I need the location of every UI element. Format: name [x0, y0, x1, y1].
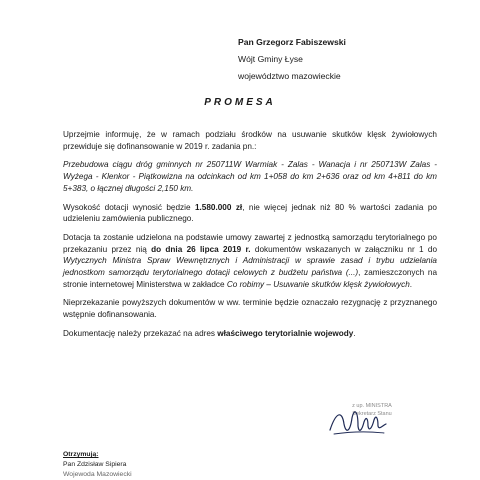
recipient-position: Wójt Gminy Łyse — [238, 54, 303, 64]
recipient-block — [238, 34, 346, 85]
paragraph-amount — [63, 202, 437, 225]
paragraph-conditions — [63, 232, 437, 291]
paragraph-resignation: Nieprzekazanie powyższych dokumentów w ww. terminie będzie oznaczało rezygnację z przyznanego wstępnie dofinansowania. — [63, 298, 437, 320]
website-tab-name: Co robimy – Usuwanie skutków klęsk żywiołowych — [226, 279, 410, 289]
address-text-start: Dokumentację należy przekazać na adres — [63, 328, 218, 338]
grant-amount: 1.580.000 zł — [194, 202, 243, 212]
recipient-name: Pan Grzegorz Fabiszewski — [238, 37, 346, 47]
recipient-copy-1: Pan Zdzisław Sipiera — [63, 461, 127, 468]
paragraph-intro: Uprzejmie informuję, że w ramach podziału środków na usuwanie skutków klęsk żywiołowych przewiduje się dofinansowanie w 2019 r. zadania pn.: — [63, 130, 437, 151]
conditions-text-2: dokumentów wskazanych w załączniku nr 1 do — [250, 244, 437, 254]
guidelines-title: Wytycznych Ministra Spraw Wewnętrznych i Administracji w sprawie zasad i trybu udzielania jednostkom samorządu terytorialnego dotacji celowych z budżetu państwa (...) — [63, 256, 437, 278]
amount-text-end: , nie więcej jednak niż 80 % wartości zadania po udzieleniu zamówienia publicznego. — [63, 202, 437, 224]
document-title: PROMESA — [204, 97, 276, 108]
deadline-date: do dnia 26 lipca 2019 r. — [151, 244, 251, 254]
recipients-label: Otrzymują: — [63, 451, 99, 458]
conditions-text-4: . — [409, 279, 413, 289]
signature-image — [326, 404, 390, 440]
letter-body — [63, 129, 437, 347]
stamp-line-1: z up. MINISTRA — [352, 403, 392, 409]
amount-text-start: Wysokość dotacji wynosić będzie — [63, 202, 195, 212]
address-text-end: . — [353, 328, 356, 338]
conditions-text-1: Dotacja ta zostanie udzielona na podstawie umowy zawartej z jednostką samorządu terytorialnego po przekazaniu przez nią — [63, 232, 437, 254]
stamp-line-2: Sekretarz Stanu — [352, 411, 392, 417]
recipient-copy-2: Wojewoda Mazowiecki — [63, 471, 132, 478]
recipients-list — [63, 450, 132, 480]
paragraph-address — [63, 328, 437, 340]
paragraph-task-name: Przebudowa ciągu dróg gminnych nr 250711W Warmiak - Zalas - Wanacja i nr 250713W Zalas - Wyżega - Klenkor - Piątkowizna na odcinkach od km 1+058 do km 2+636 oraz od km 4+811 do km 5+383, o łącznej długości 2,150 km. — [63, 160, 437, 193]
conditions-text-3: , zamieszczonych na stronie internetowej Ministerstwa w zakładce — [63, 268, 437, 289]
address-recipient: właściwego terytorialnie wojewody — [217, 328, 354, 338]
recipient-region: województwo mazowieckie — [238, 71, 341, 81]
